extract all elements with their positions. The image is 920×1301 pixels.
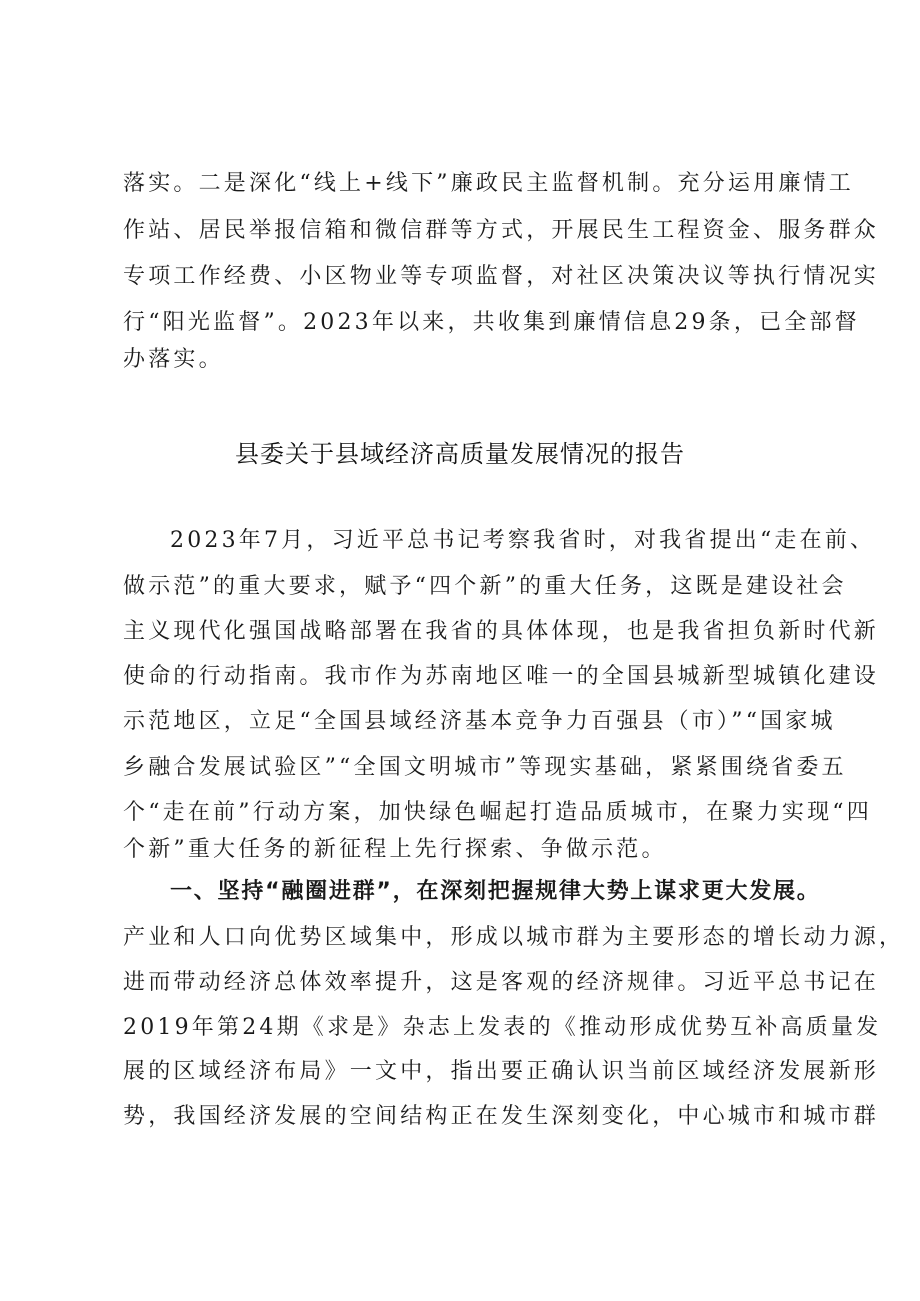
section-heading: 一、坚持“融圈进群”，在深刻把握规律大势上谋求更大发展。 <box>170 879 820 904</box>
paragraph-line: 个“走在前”行动方案，加快绿色崛起打造品质城市，在聚力实现“四 <box>123 800 872 825</box>
paragraph-line: 专项工作经费、小区物业等专项监督，对社区决策决议等执行情况实 <box>123 264 880 289</box>
paragraph-line: 势，我国经济发展的空间结构正在发生深刻变化，中心城市和城市群 <box>123 1104 880 1129</box>
paragraph-line: 展的区域经济布局》一文中，指出要正确认识当前区域经济发展新形 <box>123 1059 880 1084</box>
paragraph-line: 主义现代化强国战略部署在我省的具体体现，也是我省担负新时代新 <box>123 619 880 644</box>
paragraph-line: 落实。二是深化“线上+线下”廉政民主监督机制。充分运用廉情工 <box>123 171 854 196</box>
paragraph-line: 示范地区，立足“全国县域经济基本竞争力百强县（市）”“国家城 <box>123 709 836 734</box>
paragraph-line: 个新”重大任务的新征程上先行探索、争做示范。 <box>123 837 667 862</box>
paragraph-line: 乡融合发展试验区”“全国文明城市”等现实基础，紧紧围绕省委五 <box>123 755 847 780</box>
paragraph-line: 进而带动经济总体效率提升，这是客观的经济规律。习近平总书记在 <box>123 970 880 995</box>
paragraph-line: 行“阳光监督”。2023年以来，共收集到廉情信息29条，已全部督 <box>123 310 860 335</box>
paragraph-line: 作站、居民举报信箱和微信群等方式，开展民生工程资金、服务群众 <box>123 218 880 243</box>
paragraph-line: 产业和人口向优势区域集中，形成以城市群为主要形态的增长动力源， <box>123 925 905 950</box>
paragraph-line: 使命的行动指南。我市作为苏南地区唯一的全国县城新型城镇化建设 <box>123 664 880 689</box>
paragraph-line: 2019年第24期《求是》杂志上发表的《推动形成优势互补高质量发 <box>123 1015 882 1040</box>
paragraph-line: 做示范”的重大要求，赋予“四个新”的重大任务，这既是建设社会 <box>123 574 847 599</box>
paragraph-line: 2023年7月，习近平总书记考察我省时，对我省提出“走在前、 <box>170 528 876 553</box>
report-title: 县委关于县域经济高质量发展情况的报告 <box>235 440 685 468</box>
paragraph-line: 办落实。 <box>123 347 224 372</box>
